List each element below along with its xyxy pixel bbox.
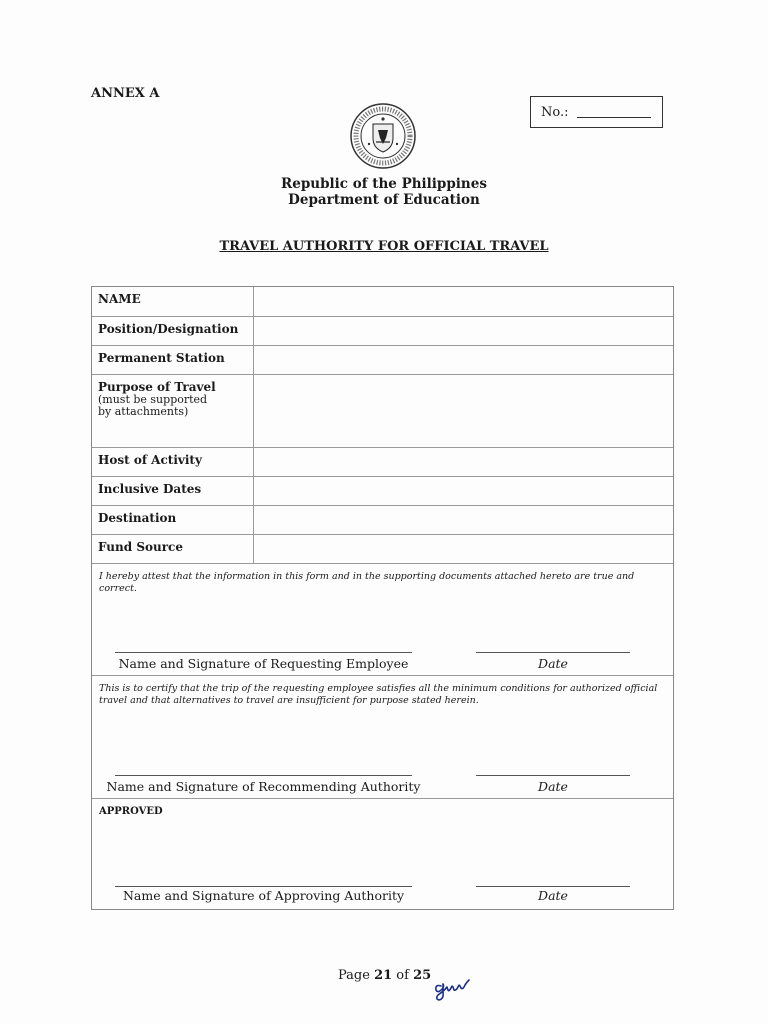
approved-heading: APPROVED xyxy=(99,806,163,817)
page-middle: of xyxy=(392,968,414,983)
page-total: 25 xyxy=(413,968,432,983)
approving-date-line[interactable] xyxy=(476,886,630,887)
department-heading: Department of Education xyxy=(288,192,480,208)
dates-label: Inclusive Dates xyxy=(92,477,254,505)
recommending-signature-label: Name and Signature of Recommending Authority xyxy=(106,779,421,794)
employee-signature-label: Name and Signature of Requesting Employee xyxy=(118,656,409,671)
recommending-date-line[interactable] xyxy=(476,775,630,776)
dates-field[interactable] xyxy=(254,477,673,505)
attest-section xyxy=(92,564,673,676)
employee-signature-line[interactable] xyxy=(115,652,412,653)
position-row xyxy=(92,317,673,346)
page-current: 21 xyxy=(374,968,393,983)
number-label: No.: xyxy=(541,104,569,120)
fund-row xyxy=(92,535,673,564)
recommending-date-label: Date xyxy=(538,779,568,794)
station-row xyxy=(92,346,673,375)
destination-row xyxy=(92,506,673,535)
destination-field[interactable] xyxy=(254,506,673,534)
dates-row xyxy=(92,477,673,506)
certify-statement: This is to certify that the trip of the requesting employee satisfies all the minimum conditions for authorized official travel and that alternatives to travel are insufficient for purpose stated herein. xyxy=(99,683,658,706)
name-field[interactable] xyxy=(254,287,673,316)
purpose-field[interactable] xyxy=(254,375,673,447)
approving-date-label: Date xyxy=(538,888,568,903)
approval-section xyxy=(92,799,673,909)
certify-section xyxy=(92,676,673,799)
deped-seal-icon xyxy=(349,102,417,170)
annex-label: ANNEX A xyxy=(91,86,160,101)
page-prefix: Page xyxy=(338,968,375,983)
employee-date-line[interactable] xyxy=(476,652,630,653)
approving-signature-line[interactable] xyxy=(115,886,412,887)
position-field[interactable] xyxy=(254,317,673,345)
purpose-label: Purpose of Travel xyxy=(98,380,216,394)
purpose-note-1: (must be supported xyxy=(98,393,208,406)
travel-authority-form xyxy=(91,286,674,910)
number-blank-line xyxy=(577,107,651,118)
station-field[interactable] xyxy=(254,346,673,374)
handwritten-initials xyxy=(433,972,473,1002)
purpose-label-cell xyxy=(92,375,254,447)
name-label: NAME xyxy=(92,287,254,316)
approving-signature-label: Name and Signature of Approving Authority xyxy=(122,888,405,903)
destination-label: Destination xyxy=(92,506,254,534)
recommending-signature-line[interactable] xyxy=(115,775,412,776)
host-field[interactable] xyxy=(254,448,673,476)
form-title: TRAVEL AUTHORITY FOR OFFICIAL TRAVEL xyxy=(219,239,549,254)
purpose-row xyxy=(92,375,673,448)
number-box[interactable] xyxy=(530,96,663,128)
position-label: Position/Designation xyxy=(92,317,254,345)
employee-date-label: Date xyxy=(538,656,568,671)
page-number xyxy=(338,968,431,983)
station-label: Permanent Station xyxy=(92,346,254,374)
fund-field[interactable] xyxy=(254,535,673,563)
fund-label: Fund Source xyxy=(92,535,254,563)
name-row xyxy=(92,287,673,317)
host-row xyxy=(92,448,673,477)
attest-statement: I hereby attest that the information in this form and in the supporting documents attached hereto are true and correct. xyxy=(99,571,635,594)
host-label: Host of Activity xyxy=(92,448,254,476)
republic-heading: Republic of the Philippines xyxy=(281,176,487,192)
purpose-note-2: by attachments) xyxy=(98,405,189,418)
